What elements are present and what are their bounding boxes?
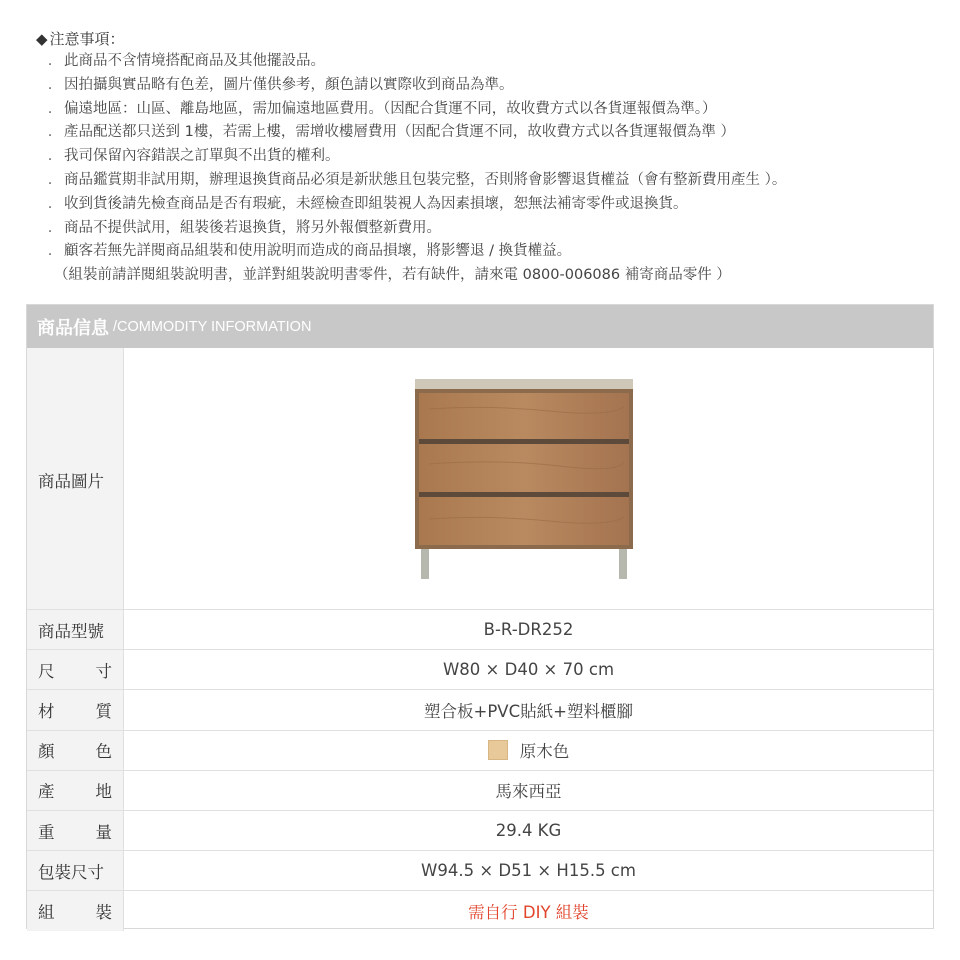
notes-section: [36, 28, 936, 288]
commodity-info-table: [26, 304, 934, 929]
note-text: 我司保留內容錯誤之訂單與不出貨的權利。: [64, 148, 340, 165]
row-origin: [27, 770, 933, 810]
info-title-en: /COMMODITY INFORMATION: [113, 318, 312, 335]
row-color: [27, 730, 933, 770]
note-text: 商品鑑賞期非試用期，辦理退換貨商品必須是新狀態且包裝完整，否則將會影響退貨權益（會有整新費用產生 ）。: [64, 171, 787, 188]
bullet-icon: .: [47, 243, 53, 260]
label-char: 量: [95, 822, 112, 842]
note-text: 此商品不含情境搭配商品及其他擺設品。: [64, 53, 325, 69]
bullet-icon: .: [47, 195, 53, 212]
row-label: [27, 771, 124, 810]
note-text: 顧客若無先詳閱商品組裝和使用說明而造成的商品損壞，將影響退 / 換貨權益。: [64, 243, 572, 260]
row-weight: [27, 810, 933, 850]
row-label: 包裝尺寸: [27, 851, 124, 890]
row-label: 商品圖片: [27, 348, 124, 609]
product-image-cell: [124, 348, 933, 609]
label-char: 色: [95, 742, 112, 762]
info-title-zh: 商品信息: [37, 317, 109, 339]
label-char: 產: [38, 782, 55, 802]
row-label: [27, 731, 124, 770]
bullet-icon: .: [47, 124, 53, 141]
info-header: [27, 305, 933, 348]
row-model: [27, 609, 933, 649]
bullet-icon: .: [47, 100, 53, 117]
row-label: [27, 891, 124, 930]
note-item: [36, 121, 936, 145]
label-char: 組: [38, 902, 55, 922]
row-value: B-R-DR252: [483, 620, 574, 640]
note-item: [36, 169, 936, 193]
row-label: [27, 690, 124, 729]
product-image-row: [27, 348, 933, 609]
note-text: 收到貨後請先檢查商品是否有瑕疵，未經檢查即組裝視人為因素損壞，恕無法補寄零件或退換貨。: [64, 195, 688, 212]
row-value: 塑合板+PVC貼紙+塑料櫃腳: [424, 701, 633, 721]
note-text: 產品配送都只送到 1樓，若需上樓，需增收樓層費用（因配合貨運不同，故收費方式以各貨運報價為準 ）: [64, 124, 735, 141]
row-label: 商品型號: [27, 610, 124, 649]
note-text: 因拍攝與實品略有色差，圖片僅供參考，顏色請以實際收到商品為準。: [64, 76, 514, 93]
bullet-icon: .: [47, 148, 53, 165]
bullet-icon: .: [47, 53, 53, 69]
row-value: W80 × D40 × 70 cm: [442, 660, 615, 680]
dresser-image: [409, 369, 649, 589]
row-size: [27, 649, 933, 689]
label-char: 顏: [38, 742, 55, 762]
row-value: 馬來西亞: [495, 782, 562, 802]
notes-title: [36, 28, 936, 50]
row-material: [27, 689, 933, 729]
diamond-icon: ◆: [36, 30, 48, 48]
note-item: [36, 145, 936, 169]
note-item: [36, 98, 936, 122]
row-label: [27, 650, 124, 689]
row-package-size: [27, 850, 933, 890]
label-char: 裝: [95, 902, 112, 922]
color-name: 原木色: [519, 742, 570, 762]
note-item: [36, 240, 936, 264]
row-value: 29.4 KG: [495, 821, 562, 841]
notes-title-text: 注意事項：: [49, 30, 125, 48]
bullet-icon: .: [47, 171, 53, 188]
note-item: [36, 217, 936, 241]
row-value: W94.5 × D51 × H15.5 cm: [421, 861, 636, 881]
note-text: 偏遠地區：山區、離島地區，需加偏遠地區費用。（因配合貨運不同，故收費方式以各貨運報價為準。）: [64, 100, 717, 117]
label-char: 質: [95, 701, 112, 721]
row-label: [27, 811, 124, 850]
notes-footer: （組裝前請詳閱組裝說明書，並詳對組裝說明書零件，若有缺件，請來電 0800-006086 補寄商品零件 ）: [54, 267, 731, 284]
bullet-icon: .: [47, 219, 53, 236]
label-char: 尺: [38, 661, 55, 681]
label-char: 重: [38, 822, 55, 842]
row-value: [124, 731, 933, 770]
note-item: [36, 193, 936, 217]
row-value: 需自行 DIY 組裝: [468, 902, 589, 922]
label-char: 寸: [95, 661, 112, 681]
color-swatch: [488, 740, 508, 760]
note-text: 商品不提供試用，組裝後若退換貨，將另外報價整新費用。: [64, 219, 441, 236]
bullet-icon: .: [47, 76, 53, 93]
label-char: 材: [38, 701, 55, 721]
row-assembly: [27, 890, 933, 930]
note-item: [36, 50, 936, 74]
note-item: [36, 74, 936, 98]
label-char: 地: [95, 782, 112, 802]
